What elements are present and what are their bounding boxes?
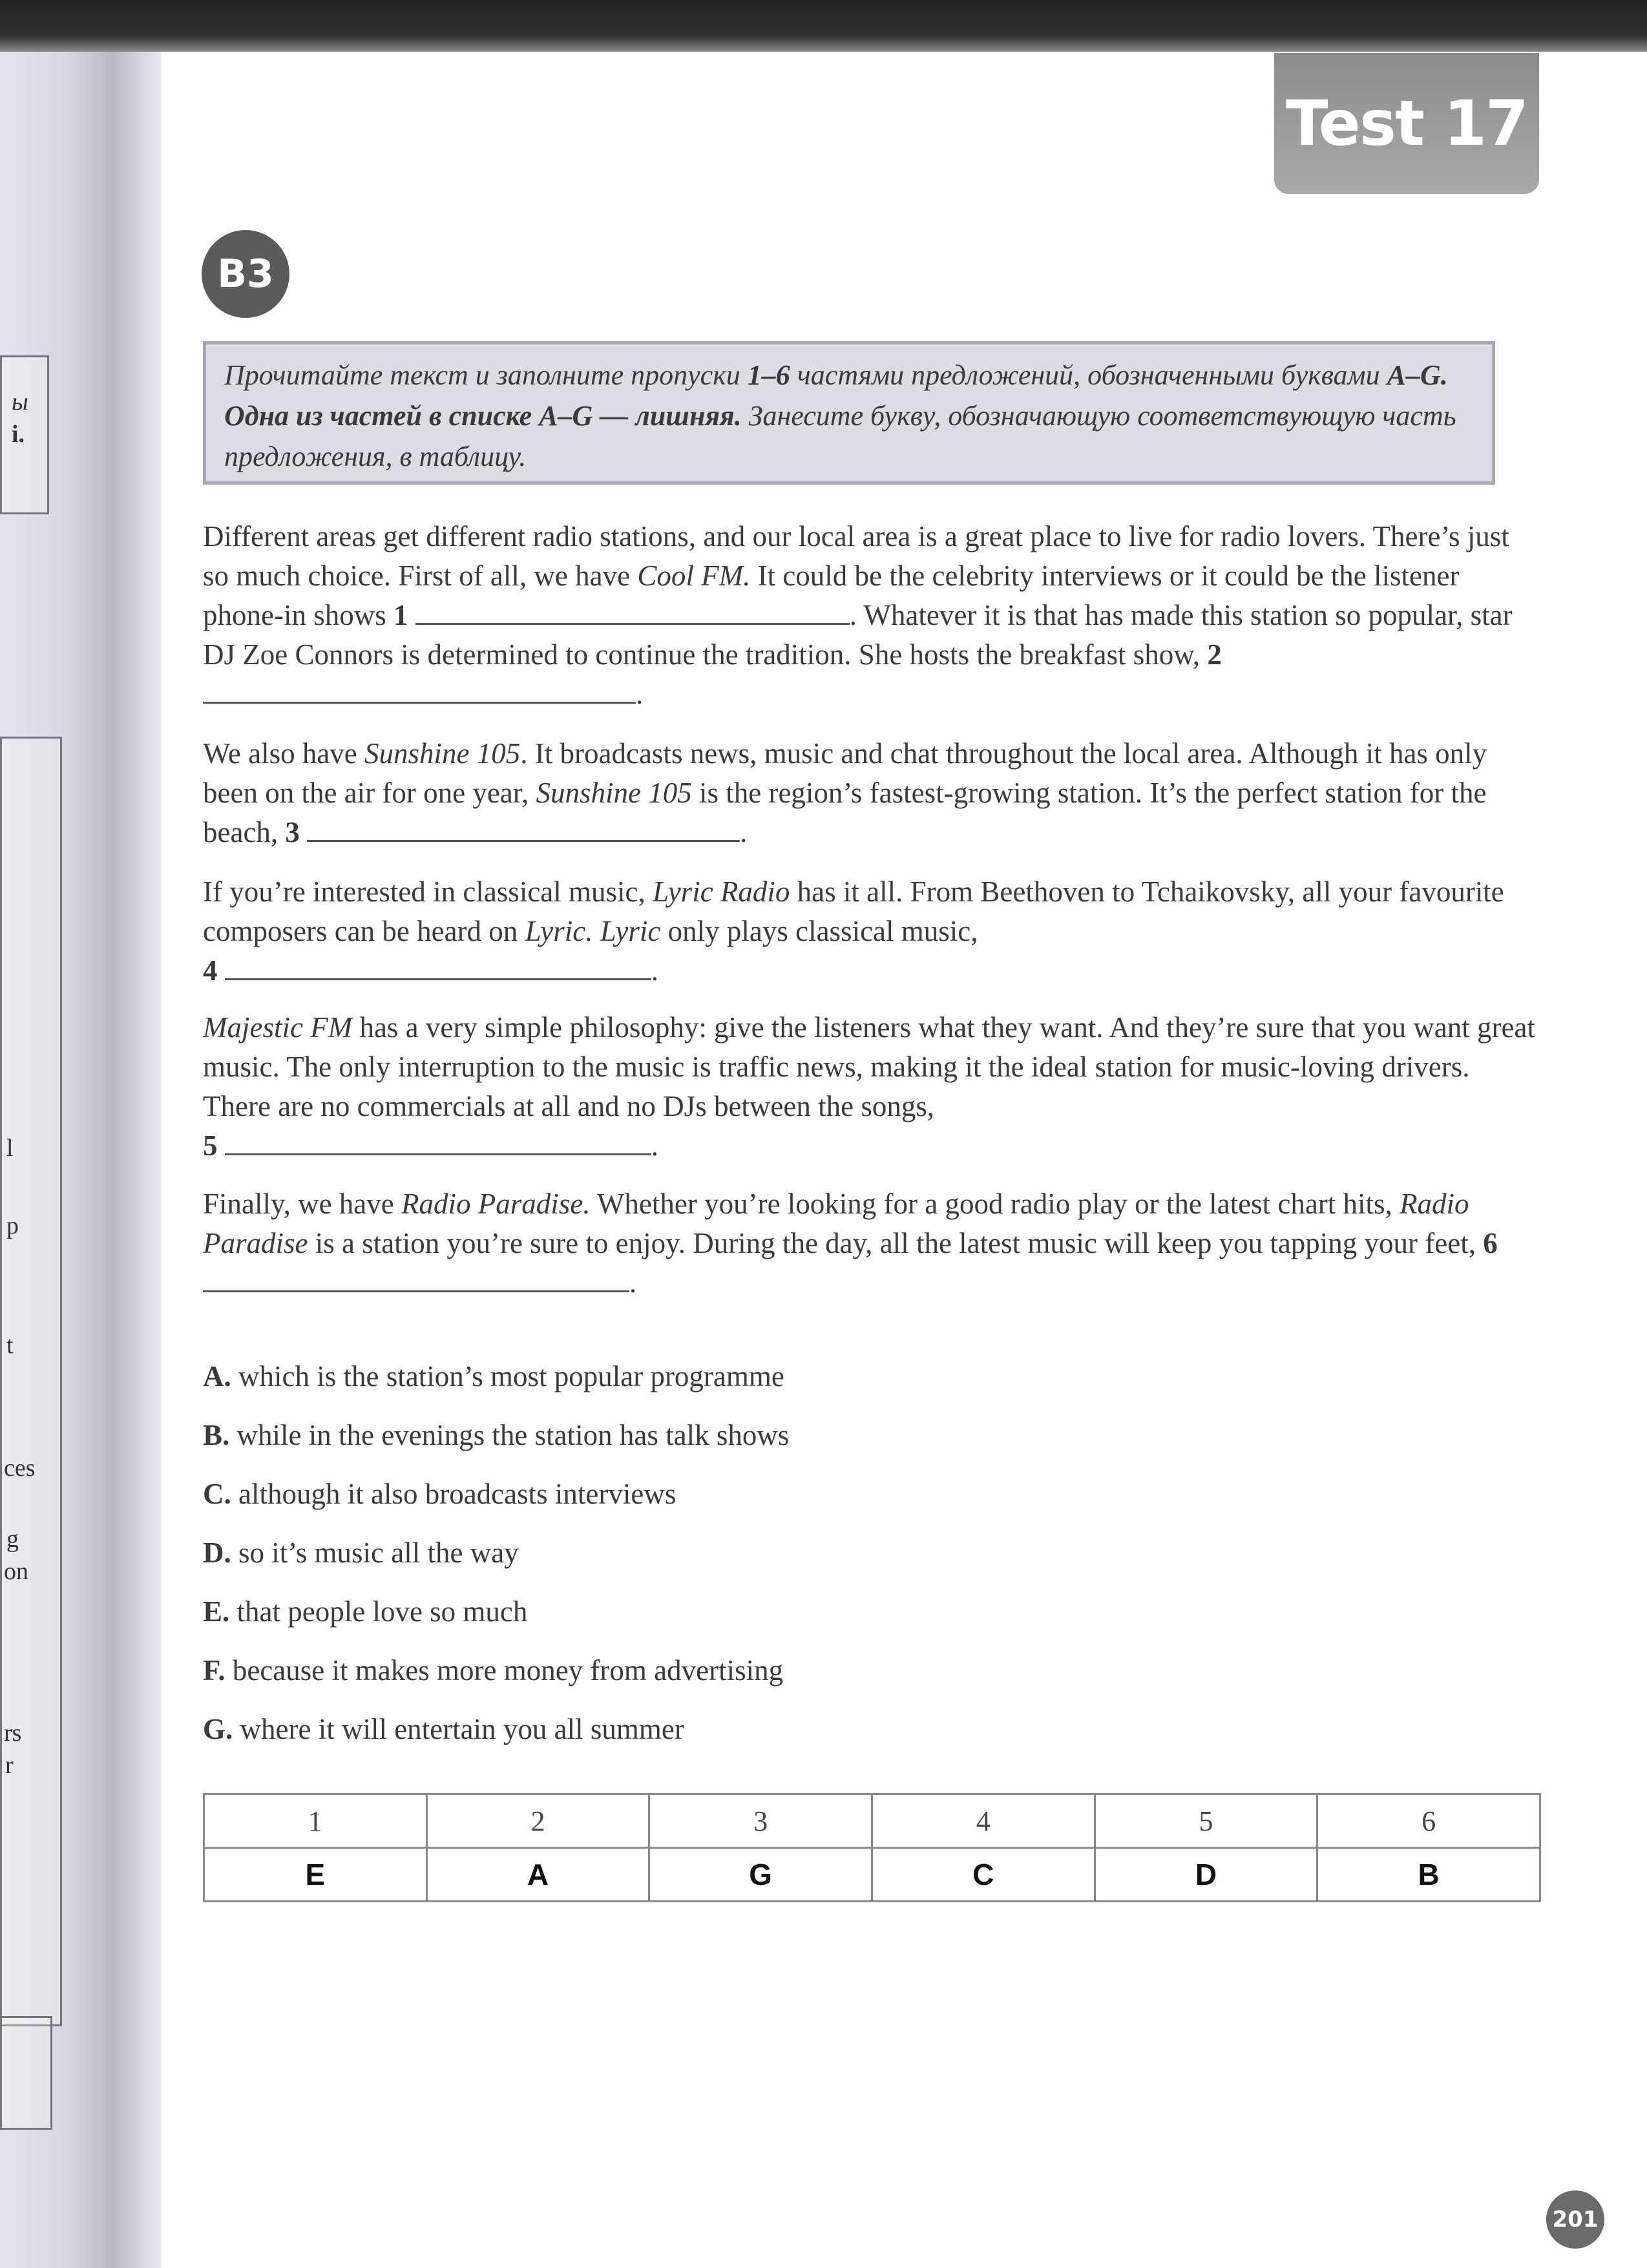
station-name: Lyric. Lyric (525, 915, 661, 947)
adjacent-page-fragment: g (6, 1526, 19, 1553)
adjacent-page-box-main (0, 737, 62, 2026)
answer-header-cell: 2 (426, 1794, 649, 1848)
adjacent-page-fragment: l (6, 1135, 14, 1162)
answer-cell[interactable]: A (426, 1848, 649, 1902)
gap-blank-1 (415, 597, 850, 625)
paragraph-text: has a very simple philosophy: give the listeners what they want. And they’re sure that you want great music. The only interruption to the music is traffic news, making it the ideal station for music-loving drivers. There are no commercials at all and no DJs between the songs, (203, 1011, 1535, 1122)
option-d (203, 1533, 789, 1592)
scan-top-edge (0, 0, 1647, 52)
adjacent-page-fragment: on (4, 1558, 28, 1585)
option-e (203, 1592, 789, 1651)
gap-number: 3 (285, 816, 300, 848)
paragraph-lyric-radio (203, 872, 1540, 991)
paragraph-text: Different areas get different radio stations, and our local area is a great place to live for radio lovers. There’s just so much choice. First of all, we have (203, 520, 1509, 592)
paragraph-text: . (651, 1129, 658, 1162)
option-letter: F. (203, 1654, 226, 1686)
adjacent-page-fragment: p (6, 1212, 19, 1239)
paragraph-radio-paradise (203, 1184, 1540, 1303)
paragraph-text: . (629, 1266, 637, 1299)
section-badge-label: B3 (217, 251, 274, 297)
page-number-badge (1546, 2190, 1604, 2249)
paragraph-cool-fm (203, 517, 1540, 714)
gap-number: 2 (1207, 638, 1222, 671)
station-name: Sunshine 105 (364, 737, 521, 770)
option-a (203, 1357, 789, 1416)
option-c (203, 1475, 789, 1533)
station-name: Lyric Radio (653, 876, 790, 908)
option-text: where it will entertain you all summer (233, 1713, 684, 1745)
paragraph-text: is the region’s fastest-growing station. It’s the perfect station for the beach, (203, 777, 1487, 848)
adjacent-page-fragment: t (6, 1332, 14, 1359)
test-title: Test 17 (1286, 87, 1527, 160)
answer-header-cell: 4 (872, 1794, 1095, 1848)
paragraph-text: . It broadcasts news, music and chat throughout the local area. Although it has only been on the air for one year, (203, 737, 1487, 809)
paragraph-sunshine-105 (203, 734, 1540, 852)
option-b (203, 1416, 789, 1475)
option-letter: B. (203, 1419, 230, 1451)
adjacent-page-fragment: ces (4, 1454, 36, 1482)
paragraph-text: If you’re interested in classical music, (203, 876, 653, 908)
adjacent-page-fragment: ы (12, 388, 28, 415)
answer-table-header-row (204, 1794, 1540, 1848)
answer-cell[interactable]: E (204, 1848, 427, 1902)
paragraph-text: only plays classical music, (660, 915, 978, 947)
answer-header-cell: 3 (649, 1794, 872, 1848)
paragraph-text: . (636, 678, 644, 710)
option-letter: E. (203, 1595, 230, 1628)
paragraph-text: has it all. From Beethoven to Tchaikovsky, all your favourite composers can be heard on (203, 876, 1504, 947)
paragraph-text: Finally, we have (203, 1188, 402, 1220)
option-f (203, 1651, 789, 1710)
option-text: which is the station’s most popular programme (231, 1360, 784, 1392)
station-name: Radio Paradise. (401, 1188, 591, 1220)
station-name: Majestic FM (203, 1011, 353, 1044)
option-letter: A. (203, 1360, 231, 1392)
section-badge (202, 230, 289, 318)
answer-table (203, 1793, 1541, 1902)
instruction-letters: A–G. (1387, 359, 1448, 391)
adjacent-page-fragment: rs (4, 1719, 22, 1747)
paragraph-text: It could be the celebrity interviews or it could be the listener phone-in shows (203, 560, 1460, 631)
paragraph-text: . Whatever it is that has made this station so popular, star DJ Zoe Connors is determined to continue the tradition. She hosts the breakfast show, (203, 599, 1513, 671)
answer-cell[interactable]: D (1095, 1848, 1317, 1902)
answer-cell[interactable]: B (1317, 1848, 1540, 1902)
gap-blank-2 (203, 676, 636, 704)
paragraph-majestic-fm (203, 1008, 1540, 1166)
gap-blank-6 (203, 1265, 629, 1292)
adjacent-page-box-bottom (0, 2016, 52, 2130)
station-name: Sunshine 105 (536, 777, 692, 809)
station-name: Cool FM. (637, 560, 751, 592)
option-letter: D. (203, 1537, 231, 1569)
answer-cell[interactable]: C (872, 1848, 1095, 1902)
answer-cell[interactable]: G (649, 1848, 872, 1902)
instruction-text: Прочитайте текст и заполните пропуски (224, 359, 748, 391)
option-g (203, 1710, 789, 1769)
paragraph-text: Whether you’re looking for a good radio play or the latest chart hits, (590, 1188, 1400, 1220)
option-text: because it makes more money from advertising (225, 1654, 784, 1686)
page-number: 201 (1552, 2207, 1599, 2232)
gap-number: 4 (203, 954, 218, 987)
gap-blank-4 (225, 952, 651, 980)
answer-header-cell: 1 (204, 1794, 427, 1848)
options-list (203, 1357, 789, 1769)
instruction-box (203, 341, 1495, 485)
option-text: although it also broadcasts interviews (231, 1478, 677, 1510)
station-name: Radio Paradise (203, 1188, 1469, 1259)
adjacent-page-edge (0, 39, 162, 2268)
paragraph-text: is a station you’re sure to enjoy. During the day, all the latest music will keep you tapping your feet, (308, 1227, 1484, 1259)
option-letter: C. (203, 1478, 231, 1510)
instruction-bold-sentence: Одна из частей в списке A–G — лишняя. (224, 400, 742, 432)
adjacent-page-fragment: r (5, 1752, 14, 1779)
option-text: so it’s music all the way (231, 1537, 519, 1569)
option-text: that people love so much (229, 1595, 528, 1628)
instruction-text: частями предложений, обозначенными буквами (790, 359, 1387, 391)
answer-header-cell: 6 (1317, 1794, 1540, 1848)
gap-number: 1 (393, 599, 408, 631)
instruction-text: Занесите букву, обозначающую соответствующую часть предложения, в таблицу. (224, 400, 1456, 472)
answer-header-cell: 5 (1095, 1794, 1317, 1848)
option-letter: G. (203, 1713, 233, 1745)
adjacent-page-fragment: і. (12, 421, 25, 448)
gap-number: 5 (203, 1129, 218, 1162)
gap-blank-3 (307, 814, 740, 842)
gap-number: 6 (1483, 1227, 1498, 1259)
paragraph-text: . (651, 954, 658, 987)
answer-table-answer-row (204, 1848, 1540, 1902)
instruction-range: 1–6 (747, 359, 790, 391)
paragraph-text: . (740, 816, 748, 848)
gap-blank-5 (225, 1128, 651, 1155)
option-text: while in the evenings the station has talk shows (229, 1419, 790, 1451)
test-title-tab (1274, 53, 1539, 194)
paragraph-text: We also have (203, 737, 365, 770)
